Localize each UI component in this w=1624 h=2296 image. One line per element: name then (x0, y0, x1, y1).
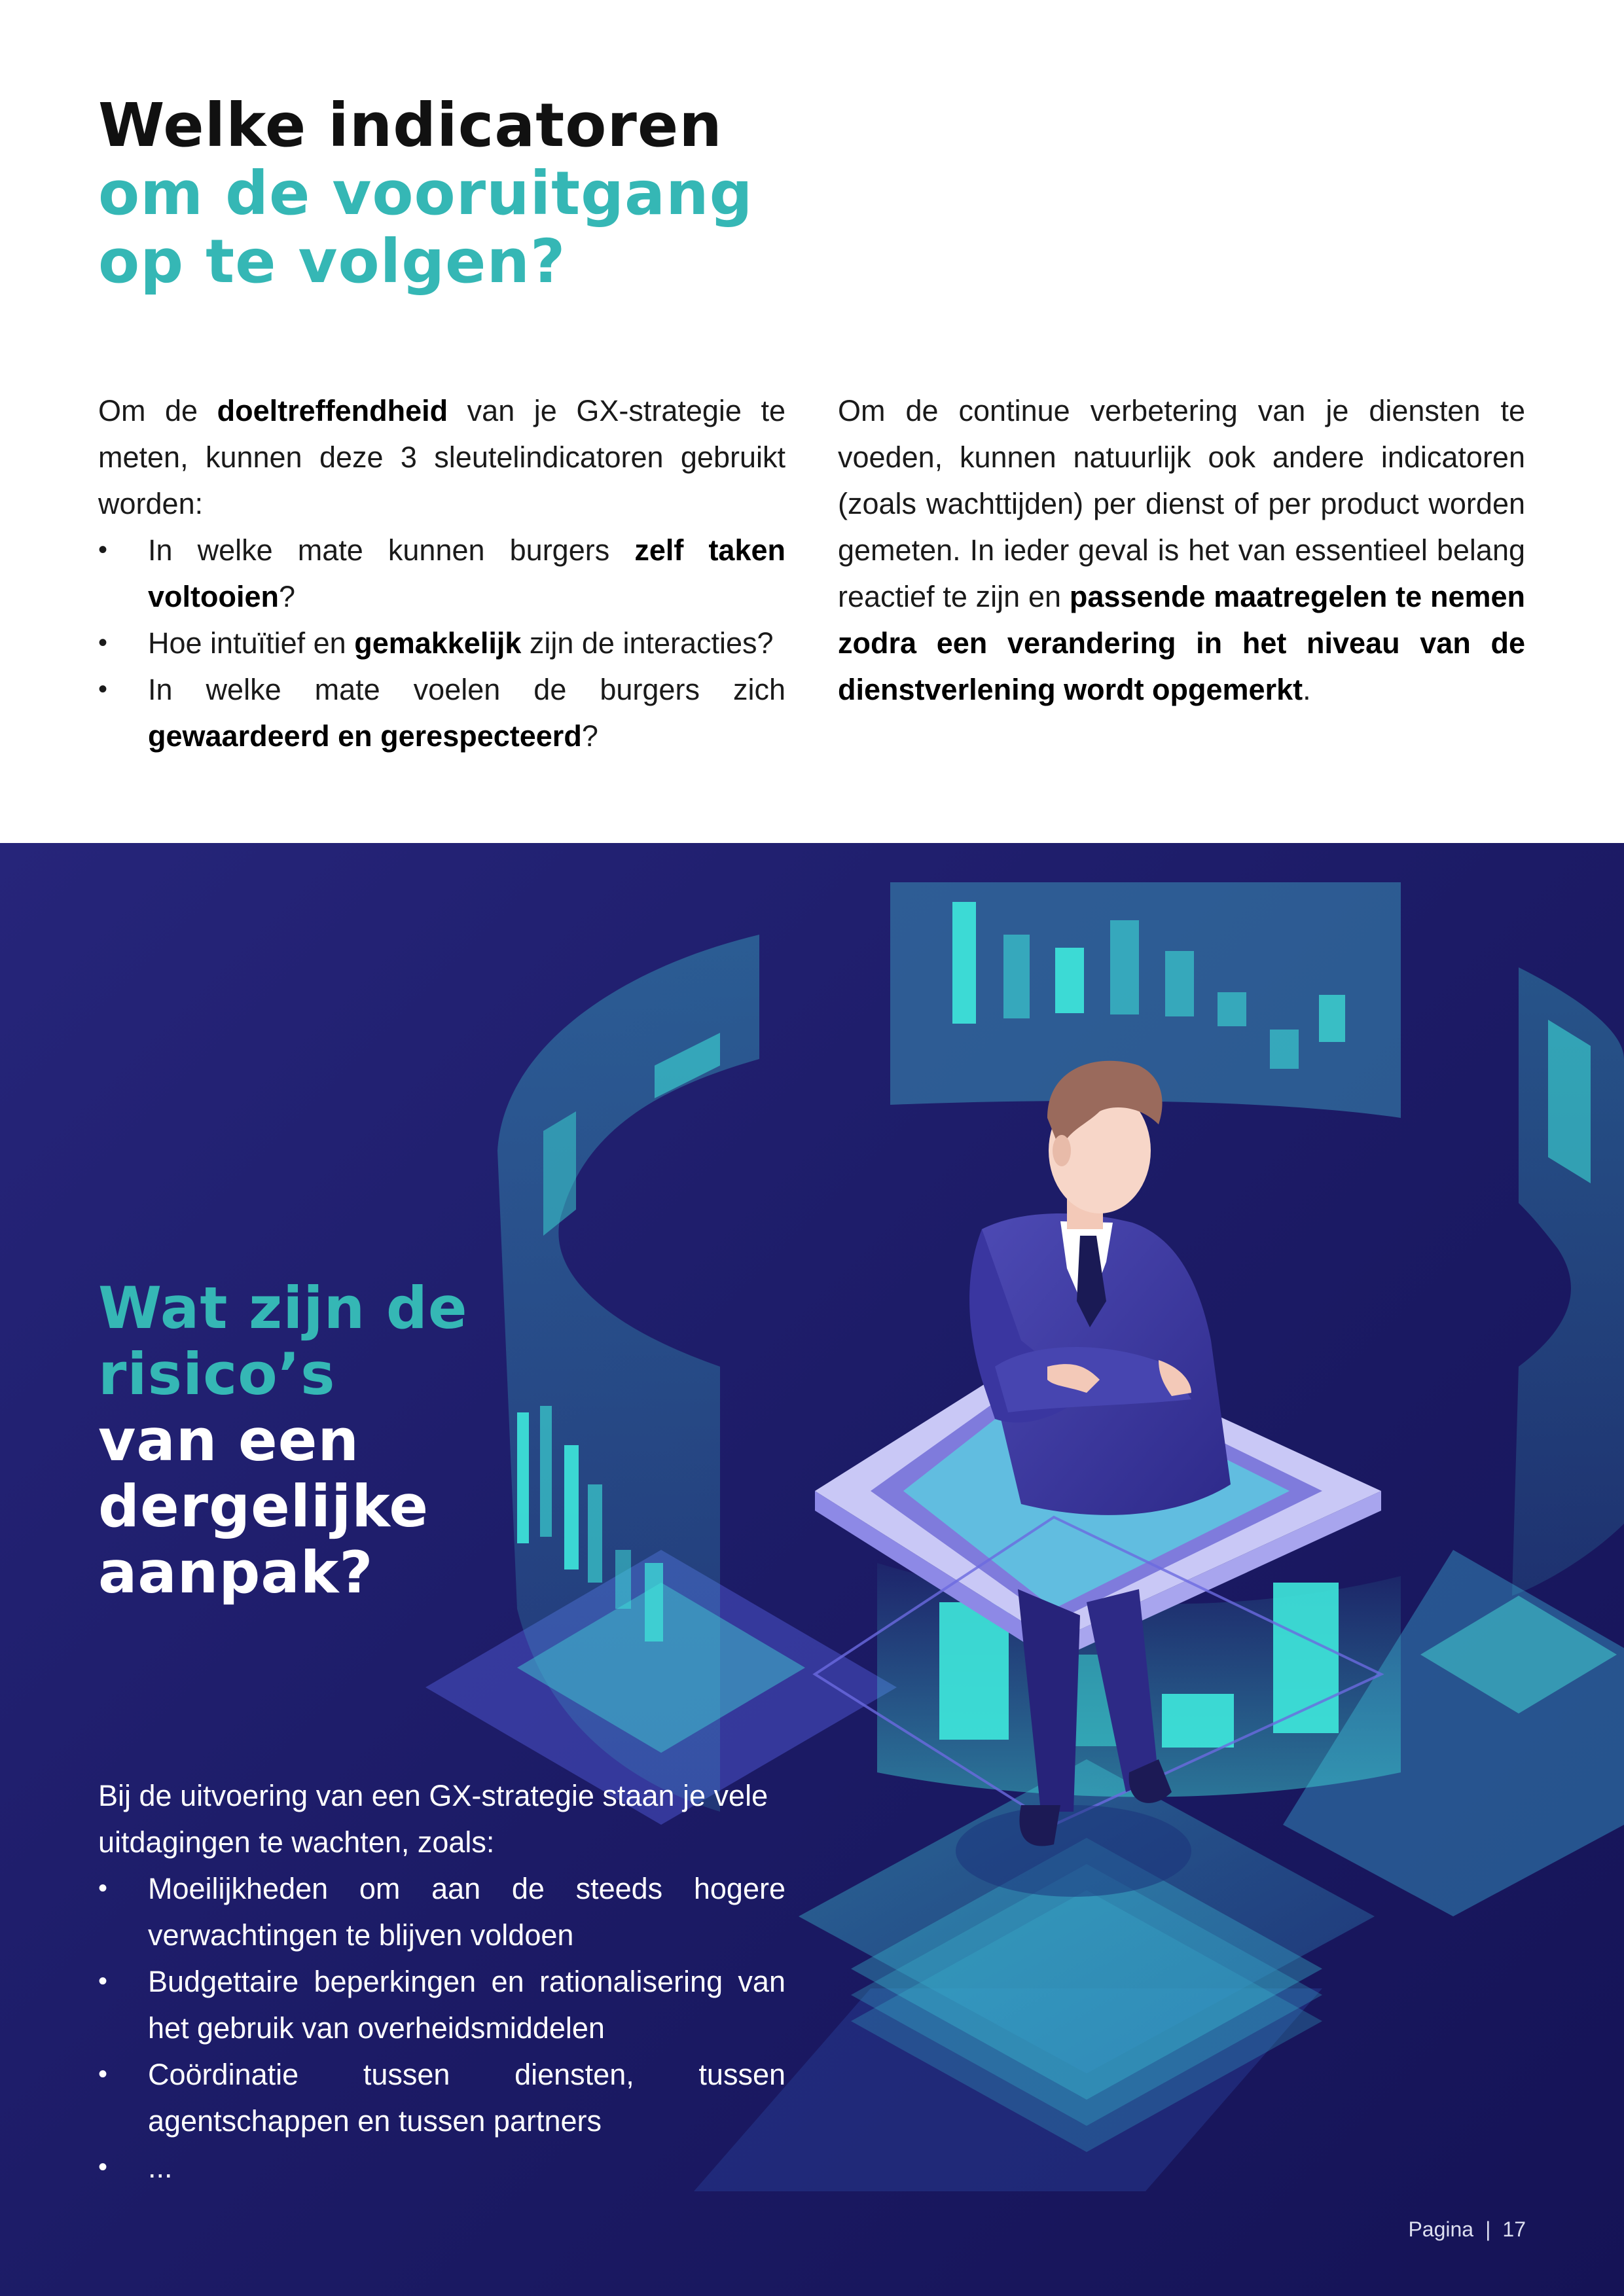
improvement-paragraph (838, 387, 1525, 713)
list-item (98, 620, 785, 666)
risks-heading-line-2: risico’s (98, 1340, 336, 1408)
list-item: • ... (98, 2144, 785, 2191)
risks-list (98, 1865, 785, 2191)
list-item (98, 527, 785, 620)
list-item: • Budgettaire beperkingen en rationalisering van het gebruik van overheidsmiddelen (98, 1958, 785, 2051)
text-run: In welke mate kunnen burgers (148, 533, 635, 567)
risks-heading-line-4: dergelijke (98, 1473, 429, 1540)
risks-heading-line-3: van een (98, 1407, 360, 1474)
bold-run: passende maatregelen te nemen zodra een verandering in het niveau van de dienstverlening wordt opgemerkt (838, 580, 1526, 706)
left-column (98, 387, 785, 759)
indicator-list (98, 527, 785, 759)
list-item: • Moeilijkheden om aan de steeds hogere verwachtingen te blijven voldoen (98, 1865, 785, 1958)
text-run: Hoe intuïtief en (148, 626, 355, 660)
text-run: van je GX-strategie te meten, kunnen deze 3 sleutelindicatoren gebruikt worden: (98, 394, 786, 520)
right-panel-bars (1548, 1020, 1591, 1183)
indicators-intro (98, 387, 785, 527)
text-run: In welke mate voelen de burgers zich (148, 673, 785, 706)
text-run: zijn de interacties? (521, 626, 774, 660)
page-number: 17 (1502, 2217, 1526, 2241)
bold-run: doeltreffendheid (217, 394, 448, 427)
heading-line-1: Welke indicatoren (98, 90, 723, 160)
risks-section (0, 843, 1624, 2296)
list-item (98, 666, 785, 759)
list-item: • Coördinatie tussen diensten, tussen agentschappen en tussen partners (98, 2051, 785, 2144)
heading-line-3: op te volgen? (98, 226, 566, 296)
risks-heading-line-1: Wat zijn de (98, 1274, 468, 1342)
right-column (838, 387, 1525, 713)
text-run: Om de continue verbetering van je diensten te voeden, kunnen natuurlijk ook andere indicatoren (zoals wachttijden) per dienst of per product worden gemeten. In ieder geval is het van essentieel belang reactief te zijn en (838, 394, 1525, 613)
text-run: ? (581, 719, 598, 753)
page-footer (1408, 2217, 1526, 2242)
text-run: ? (279, 580, 296, 613)
footer-label: Pagina (1408, 2217, 1474, 2241)
text-run: . (1303, 673, 1311, 706)
bold-run: zelf taken voltooien (148, 533, 785, 613)
footer-separator: | (1485, 2217, 1491, 2241)
bold-run: gemakkelijk (354, 626, 522, 660)
risks-heading (98, 1275, 687, 1605)
text-run: Om de (98, 394, 217, 427)
risks-heading-line-5: aanpak? (98, 1539, 374, 1606)
bold-run: gewaardeerd en gerespecteerd (148, 719, 582, 753)
main-heading (98, 92, 949, 296)
heading-line-2: om de vooruitgang (98, 158, 753, 228)
risks-intro: Bij de uitvoering van een GX-strategie staan je vele uitdagingen te wachten, zoals: (98, 1779, 768, 1859)
risks-body (98, 1772, 785, 2191)
